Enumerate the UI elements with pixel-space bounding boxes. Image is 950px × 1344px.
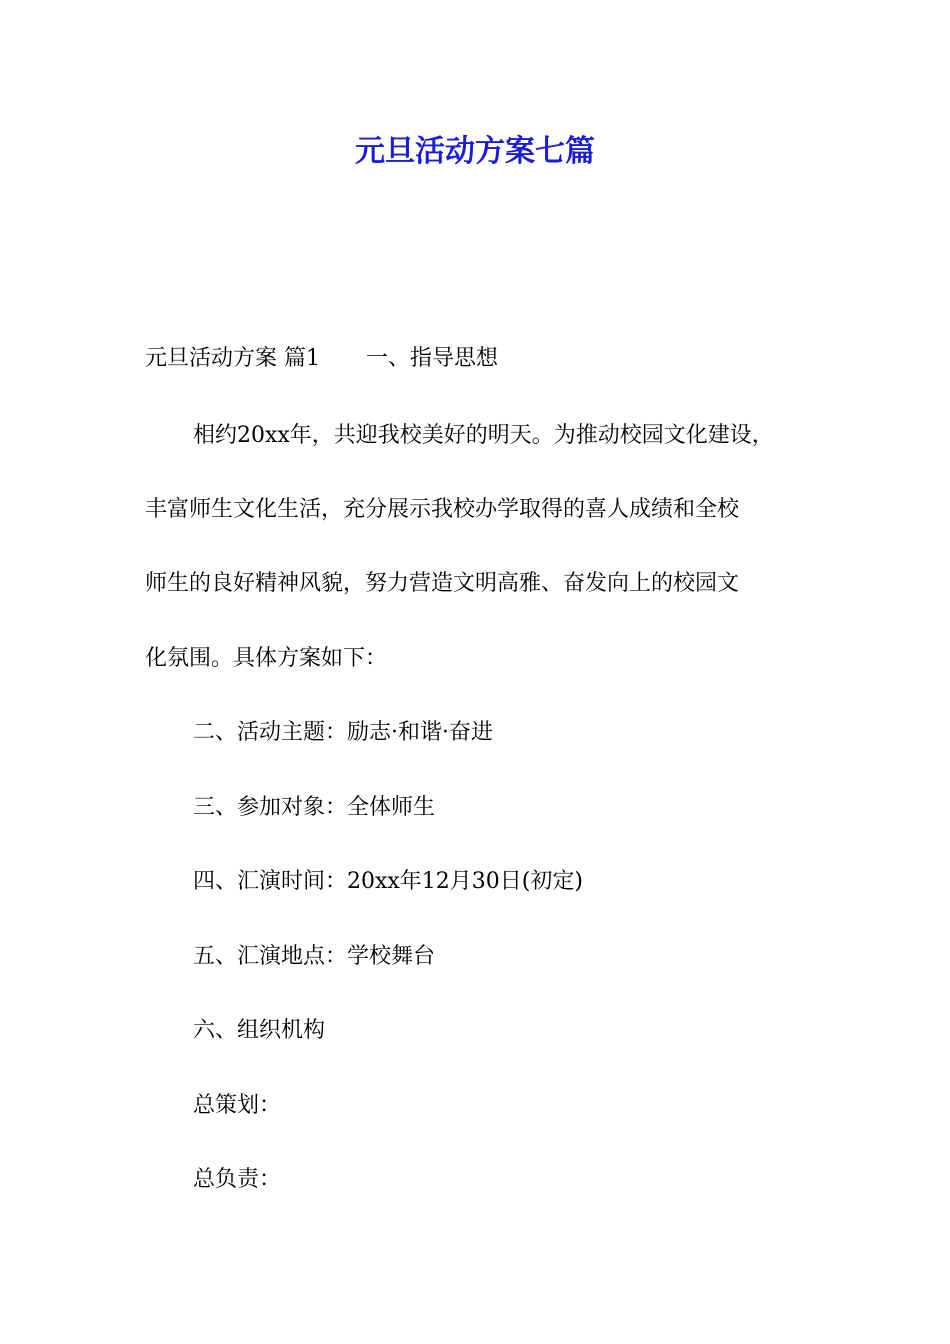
item-chief-planner: 总策划： [193, 1093, 282, 1118]
item-theme: 二、活动主题：励志·和谐·奋进 [193, 720, 493, 745]
paragraph-line: 丰富师生文化生活，充分展示我校办学取得的喜人成绩和全校 [145, 497, 740, 522]
document-title: 元旦活动方案七篇 [355, 134, 595, 169]
item-performance-time: 四、汇演时间：20xx年12月30日(初定) [193, 869, 583, 894]
paragraph-line: 化氛围。具体方案如下： [145, 646, 388, 671]
paragraph-line: 师生的良好精神风貌，努力营造文明高雅、奋发向上的校园文 [145, 571, 740, 596]
subheading-guiding-ideology: 一、指导思想 [366, 346, 499, 371]
item-participants: 三、参加对象：全体师生 [193, 795, 436, 820]
item-performance-venue: 五、汇演地点：学校舞台 [193, 944, 436, 969]
item-chief-responsible: 总负责： [193, 1167, 282, 1192]
section-heading: 元旦活动方案 篇1 [145, 346, 320, 371]
section-heading-line [145, 341, 498, 377]
item-organization: 六、组织机构 [193, 1018, 326, 1043]
paragraph-line: 相约20xx年，共迎我校美好的明天。为推动校园文化建设， [193, 423, 774, 448]
